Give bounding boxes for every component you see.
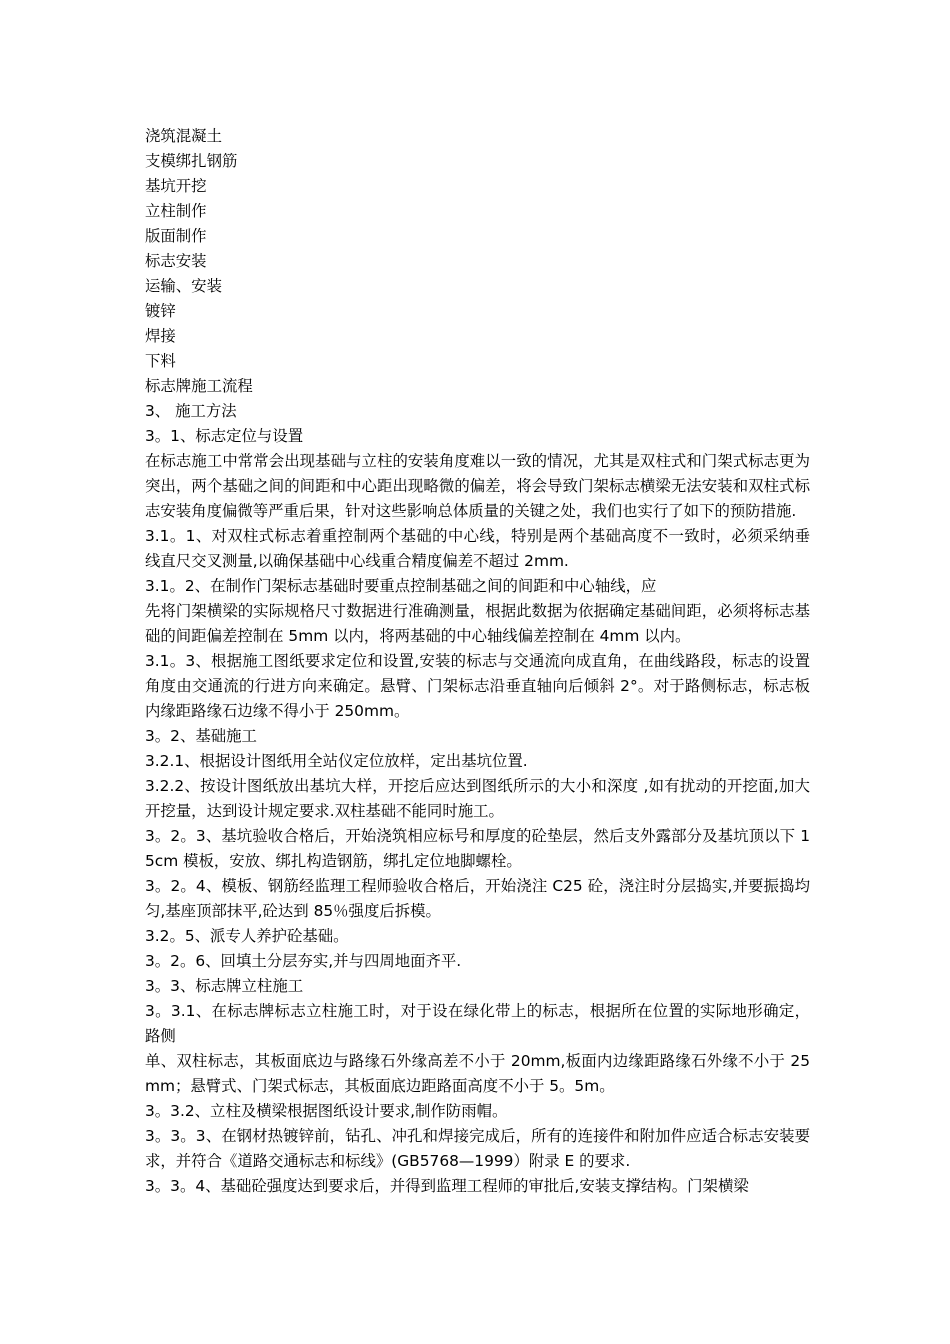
paragraph: 3。3。3、在钢材热镀锌前，钻孔、冲孔和焊接完成后，所有的连接件和附加件应适合标志安装要求，并符合《道路交通标志和标线》(GB5768—1999）附录 E 的要求.: [145, 1127, 810, 1170]
section-heading: 3、 施工方法: [145, 402, 237, 420]
paragraph: 先将门架横梁的实际规格尺寸数据进行准确测量，根据此数据为依据确定基础间距，必须将标志基础的间距偏差控制在 5mm 以内，将两基础的中心轴线偏差控制在 4mm 以内。: [145, 602, 810, 645]
paragraph: 3.2。5、派专人养护砼基础。: [145, 927, 349, 945]
paragraph: 在标志施工中常常会出现基础与立柱的安装角度难以一致的情况，尤其是双柱式和门架式标志更为突出，两个基础之间的间距和中心距出现略微的偏差，将会导致门架标志横梁无法安装和双柱式标志安装角度偏微等严重后果，针对这些影响总体质量的关键之处，我们也实行了如下的预防措施.: [145, 452, 810, 520]
paragraph: 3。2。6、回填土分层夯实,并与四周地面齐平.: [145, 952, 462, 970]
flow-step: 浇筑混凝土: [145, 127, 222, 145]
paragraph: 单、双柱标志，其板面底边与路缘石外缘高差不小于 20mm,板面内边缘距路缘石外缘不小于 25mm；悬臂式、门架式标志，其板面底边距路面高度不小于 5。5m。: [145, 1052, 810, 1095]
paragraph: 3。3.2、立柱及横梁根据图纸设计要求,制作防雨帽。: [145, 1102, 508, 1120]
flow-title: 标志牌施工流程: [145, 377, 253, 395]
flow-step: 支模绑扎钢筋: [145, 152, 238, 170]
subsection-heading: 3。1、标志定位与设置: [145, 427, 304, 445]
document-page: [145, 124, 810, 1199]
paragraph: 3.1。2、在制作门架标志基础时要重点控制基础之间的间距和中心轴线，应: [145, 577, 657, 595]
paragraph: 3。3.1、在标志牌标志立柱施工时，对于设在绿化带上的标志，根据所在位置的实际地形确定，路侧: [145, 1002, 810, 1045]
flow-step-list: [145, 124, 810, 399]
paragraph: 3.1。1、对双柱式标志着重控制两个基础的中心线，特别是两个基础高度不一致时，必须采纳垂线直尺交叉测量,以确保基础中心线重合精度偏差不超过 2mm.: [145, 527, 810, 570]
flow-step: 运输、安装: [145, 277, 222, 295]
flow-step: 下料: [145, 352, 176, 370]
paragraph: 3。3。4、基础砼强度达到要求后，并得到监理工程师的审批后,安装支撑结构。门架横梁: [145, 1177, 749, 1195]
paragraph: 3.1。3、根据施工图纸要求定位和设置,安装的标志与交通流向成直角，在曲线路段，标志的设置角度由交通流的行进方向来确定。悬臂、门架标志沿垂直轴向后倾斜 2°。对于路侧标志，标志板内缘距路缘石边缘不得小于 250mm。: [145, 652, 810, 720]
paragraph: 3。2。4、模板、钢筋经监理工程师验收合格后，开始浇注 C25 砼，浇注时分层捣实,并要振捣均匀,基座顶部抹平,砼达到 85％强度后拆模。: [145, 877, 810, 920]
flow-step: 镀锌: [145, 302, 176, 320]
subsection-heading: 3。3、标志牌立柱施工: [145, 977, 304, 995]
paragraph: 3.2.1、根据设计图纸用全站仪定位放样，定出基坑位置.: [145, 752, 528, 770]
flow-step: 焊接: [145, 327, 176, 345]
flow-step: 基坑开挖: [145, 177, 207, 195]
flow-step: 版面制作: [145, 227, 207, 245]
paragraph: 3。2。3、基坑验收合格后，开始浇筑相应标号和厚度的砼垫层，然后支外露部分及基坑顶以下 15cm 模板，安放、绑扎构造钢筋，绑扎定位地脚螺栓。: [145, 827, 810, 870]
flow-step: 立柱制作: [145, 202, 207, 220]
paragraph: 3.2.2、按设计图纸放出基坑大样，开挖后应达到图纸所示的大小和深度 ,如有扰动的开挖面,加大开挖量，达到设计规定要求.双柱基础不能同时施工。: [145, 777, 810, 820]
subsection-heading: 3。2、基础施工: [145, 727, 257, 745]
flow-step: 标志安装: [145, 252, 207, 270]
